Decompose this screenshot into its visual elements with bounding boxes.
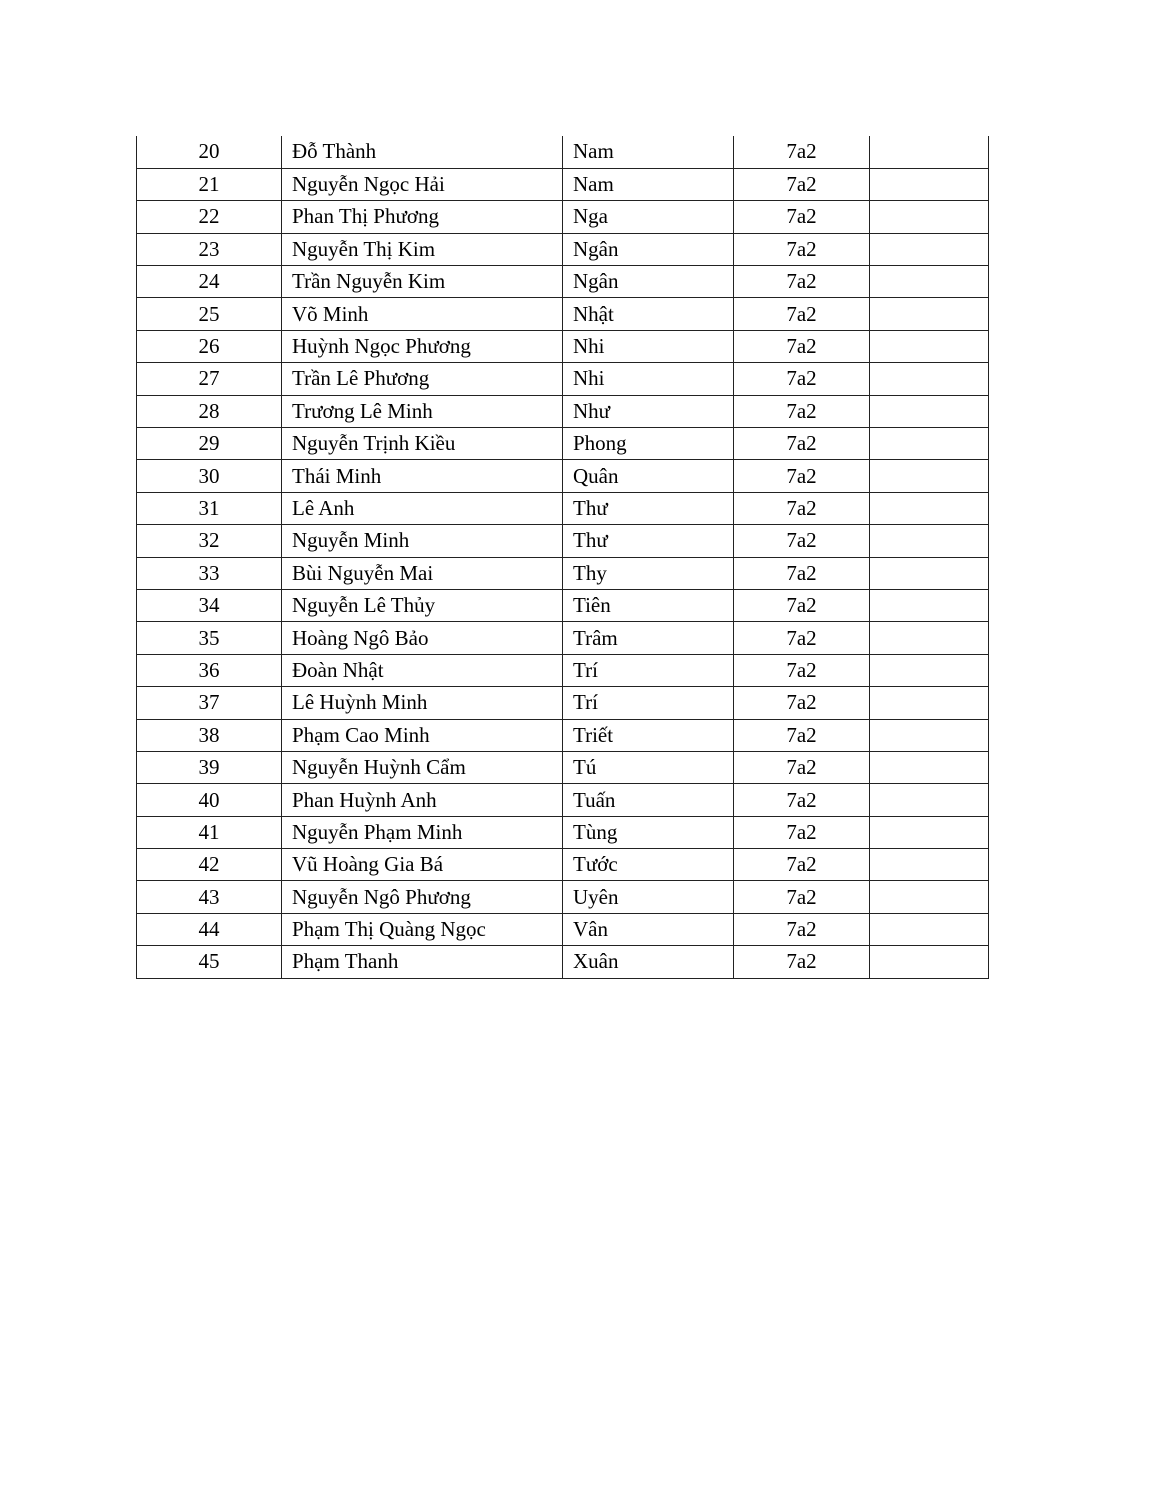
row-number-cell: 38 bbox=[137, 719, 282, 751]
class-cell: 7a2 bbox=[734, 168, 870, 200]
note-cell bbox=[870, 654, 989, 686]
row-number-cell: 29 bbox=[137, 428, 282, 460]
note-cell bbox=[870, 881, 989, 913]
class-cell: 7a2 bbox=[734, 751, 870, 783]
row-number-cell: 40 bbox=[137, 784, 282, 816]
surname-cell: Nguyễn Ngô Phương bbox=[282, 881, 563, 913]
note-cell bbox=[870, 363, 989, 395]
class-cell: 7a2 bbox=[734, 233, 870, 265]
row-number-cell: 23 bbox=[137, 233, 282, 265]
class-cell: 7a2 bbox=[734, 784, 870, 816]
table-row bbox=[137, 266, 989, 298]
given-name-cell: Ngân bbox=[563, 266, 734, 298]
given-name-cell: Nhật bbox=[563, 298, 734, 330]
given-name-cell: Uyên bbox=[563, 881, 734, 913]
table-row bbox=[137, 881, 989, 913]
class-cell: 7a2 bbox=[734, 849, 870, 881]
table-row bbox=[137, 525, 989, 557]
row-number-cell: 33 bbox=[137, 557, 282, 589]
row-number-cell: 34 bbox=[137, 589, 282, 621]
given-name-cell: Tùng bbox=[563, 816, 734, 848]
given-name-cell: Thy bbox=[563, 557, 734, 589]
row-number-cell: 28 bbox=[137, 395, 282, 427]
note-cell bbox=[870, 913, 989, 945]
table-row bbox=[137, 428, 989, 460]
row-number-cell: 26 bbox=[137, 330, 282, 362]
surname-cell: Đoàn Nhật bbox=[282, 654, 563, 686]
table-row bbox=[137, 654, 989, 686]
table-row bbox=[137, 330, 989, 362]
row-number-cell: 36 bbox=[137, 654, 282, 686]
table-row bbox=[137, 492, 989, 524]
class-cell: 7a2 bbox=[734, 330, 870, 362]
surname-cell: Phan Thị Phương bbox=[282, 201, 563, 233]
table-row bbox=[137, 363, 989, 395]
given-name-cell: Tước bbox=[563, 849, 734, 881]
row-number-cell: 37 bbox=[137, 687, 282, 719]
given-name-cell: Nam bbox=[563, 168, 734, 200]
given-name-cell: Phong bbox=[563, 428, 734, 460]
class-cell: 7a2 bbox=[734, 428, 870, 460]
class-cell: 7a2 bbox=[734, 913, 870, 945]
surname-cell: Trương Lê Minh bbox=[282, 395, 563, 427]
note-cell bbox=[870, 201, 989, 233]
surname-cell: Hoàng Ngô Bảo bbox=[282, 622, 563, 654]
table-row bbox=[137, 849, 989, 881]
class-cell: 7a2 bbox=[734, 946, 870, 978]
class-cell: 7a2 bbox=[734, 687, 870, 719]
given-name-cell: Tiên bbox=[563, 589, 734, 621]
surname-cell: Lê Anh bbox=[282, 492, 563, 524]
row-number-cell: 42 bbox=[137, 849, 282, 881]
table-row bbox=[137, 946, 989, 978]
row-number-cell: 21 bbox=[137, 168, 282, 200]
table-row bbox=[137, 816, 989, 848]
given-name-cell: Thư bbox=[563, 525, 734, 557]
note-cell bbox=[870, 687, 989, 719]
table-row bbox=[137, 168, 989, 200]
row-number-cell: 32 bbox=[137, 525, 282, 557]
class-cell: 7a2 bbox=[734, 654, 870, 686]
class-cell: 7a2 bbox=[734, 363, 870, 395]
class-cell: 7a2 bbox=[734, 557, 870, 589]
class-cell: 7a2 bbox=[734, 589, 870, 621]
surname-cell: Nguyễn Ngọc Hải bbox=[282, 168, 563, 200]
class-cell: 7a2 bbox=[734, 622, 870, 654]
class-cell: 7a2 bbox=[734, 719, 870, 751]
surname-cell: Vũ Hoàng Gia Bá bbox=[282, 849, 563, 881]
row-number-cell: 31 bbox=[137, 492, 282, 524]
note-cell bbox=[870, 136, 989, 168]
given-name-cell: Xuân bbox=[563, 946, 734, 978]
surname-cell: Trần Nguyễn Kim bbox=[282, 266, 563, 298]
note-cell bbox=[870, 525, 989, 557]
given-name-cell: Vân bbox=[563, 913, 734, 945]
surname-cell: Nguyễn Trịnh Kiều bbox=[282, 428, 563, 460]
class-cell: 7a2 bbox=[734, 525, 870, 557]
given-name-cell: Quân bbox=[563, 460, 734, 492]
table-row bbox=[137, 395, 989, 427]
surname-cell: Nguyễn Phạm Minh bbox=[282, 816, 563, 848]
surname-cell: Phạm Thị Quàng Ngọc bbox=[282, 913, 563, 945]
given-name-cell: Trí bbox=[563, 687, 734, 719]
note-cell bbox=[870, 816, 989, 848]
note-cell bbox=[870, 589, 989, 621]
row-number-cell: 25 bbox=[137, 298, 282, 330]
surname-cell: Nguyễn Lê Thủy bbox=[282, 589, 563, 621]
surname-cell: Võ Minh bbox=[282, 298, 563, 330]
table-row bbox=[137, 201, 989, 233]
note-cell bbox=[870, 298, 989, 330]
note-cell bbox=[870, 330, 989, 362]
class-cell: 7a2 bbox=[734, 298, 870, 330]
row-number-cell: 45 bbox=[137, 946, 282, 978]
row-number-cell: 35 bbox=[137, 622, 282, 654]
surname-cell: Nguyễn Huỳnh Cẩm bbox=[282, 751, 563, 783]
surname-cell: Phan Huỳnh Anh bbox=[282, 784, 563, 816]
note-cell bbox=[870, 557, 989, 589]
class-cell: 7a2 bbox=[734, 881, 870, 913]
surname-cell: Nguyễn Minh bbox=[282, 525, 563, 557]
note-cell bbox=[870, 460, 989, 492]
class-cell: 7a2 bbox=[734, 395, 870, 427]
table-row bbox=[137, 298, 989, 330]
table-row bbox=[137, 557, 989, 589]
given-name-cell: Nhi bbox=[563, 363, 734, 395]
given-name-cell: Thư bbox=[563, 492, 734, 524]
table-row bbox=[137, 719, 989, 751]
given-name-cell: Tú bbox=[563, 751, 734, 783]
given-name-cell: Trâm bbox=[563, 622, 734, 654]
roster-table-body bbox=[137, 136, 989, 978]
row-number-cell: 44 bbox=[137, 913, 282, 945]
surname-cell: Huỳnh Ngọc Phương bbox=[282, 330, 563, 362]
note-cell bbox=[870, 428, 989, 460]
note-cell bbox=[870, 492, 989, 524]
surname-cell: Phạm Thanh bbox=[282, 946, 563, 978]
row-number-cell: 27 bbox=[137, 363, 282, 395]
class-cell: 7a2 bbox=[734, 201, 870, 233]
table-row bbox=[137, 460, 989, 492]
note-cell bbox=[870, 946, 989, 978]
note-cell bbox=[870, 266, 989, 298]
row-number-cell: 39 bbox=[137, 751, 282, 783]
note-cell bbox=[870, 395, 989, 427]
note-cell bbox=[870, 719, 989, 751]
note-cell bbox=[870, 784, 989, 816]
student-roster-table bbox=[136, 136, 989, 979]
table-row bbox=[137, 687, 989, 719]
surname-cell: Thái Minh bbox=[282, 460, 563, 492]
given-name-cell: Như bbox=[563, 395, 734, 427]
table-row bbox=[137, 751, 989, 783]
surname-cell: Bùi Nguyễn Mai bbox=[282, 557, 563, 589]
table-row bbox=[137, 136, 989, 168]
table-row bbox=[137, 233, 989, 265]
given-name-cell: Nga bbox=[563, 201, 734, 233]
row-number-cell: 30 bbox=[137, 460, 282, 492]
table-row bbox=[137, 589, 989, 621]
note-cell bbox=[870, 622, 989, 654]
table-row bbox=[137, 784, 989, 816]
note-cell bbox=[870, 168, 989, 200]
class-cell: 7a2 bbox=[734, 816, 870, 848]
row-number-cell: 24 bbox=[137, 266, 282, 298]
given-name-cell: Nhi bbox=[563, 330, 734, 362]
row-number-cell: 43 bbox=[137, 881, 282, 913]
table-row bbox=[137, 622, 989, 654]
class-cell: 7a2 bbox=[734, 136, 870, 168]
note-cell bbox=[870, 233, 989, 265]
row-number-cell: 20 bbox=[137, 136, 282, 168]
surname-cell: Lê Huỳnh Minh bbox=[282, 687, 563, 719]
given-name-cell: Ngân bbox=[563, 233, 734, 265]
surname-cell: Trần Lê Phương bbox=[282, 363, 563, 395]
note-cell bbox=[870, 849, 989, 881]
class-cell: 7a2 bbox=[734, 460, 870, 492]
surname-cell: Phạm Cao Minh bbox=[282, 719, 563, 751]
surname-cell: Đỗ Thành bbox=[282, 136, 563, 168]
given-name-cell: Tuấn bbox=[563, 784, 734, 816]
class-cell: 7a2 bbox=[734, 492, 870, 524]
given-name-cell: Trí bbox=[563, 654, 734, 686]
surname-cell: Nguyễn Thị Kim bbox=[282, 233, 563, 265]
table-row bbox=[137, 913, 989, 945]
class-cell: 7a2 bbox=[734, 266, 870, 298]
row-number-cell: 41 bbox=[137, 816, 282, 848]
row-number-cell: 22 bbox=[137, 201, 282, 233]
given-name-cell: Nam bbox=[563, 136, 734, 168]
given-name-cell: Triết bbox=[563, 719, 734, 751]
note-cell bbox=[870, 751, 989, 783]
